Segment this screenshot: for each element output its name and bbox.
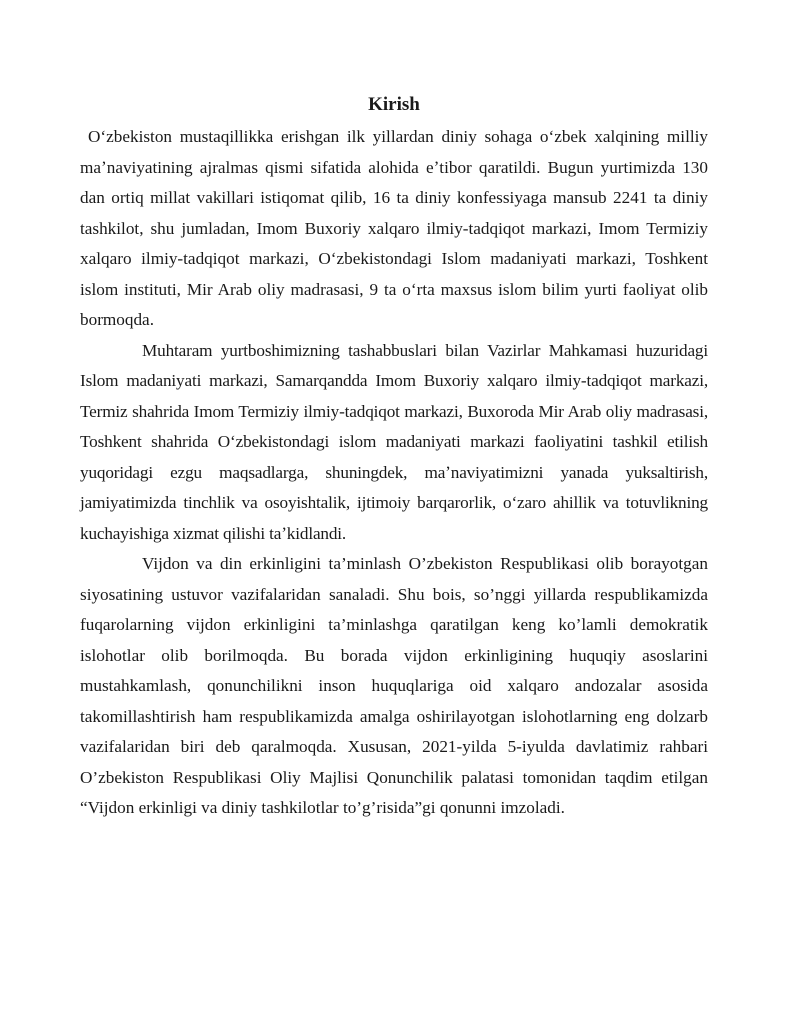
document-page <box>80 88 708 824</box>
paragraph-1: Oʻzbekiston mustaqillikka erishgan ilk yillardan diniy sohaga oʻzbek xalqining milliy maʼnaviyatining ajralmas qismi sifatida alohida eʼtibor qaratildi. Bugun yurtimizda 130 dan ortiq millat vakillari istiqomat qilib, 16 ta diniy konfessiyaga mansub 2241 ta diniy tashkilot, shu jumladan, Imom Buxoriy xalqaro ilmiy-tadqiqot markazi, Imom Termiziy xalqaro ilmiy-tadqiqot markazi, Oʻzbekistondagi Islom madaniyati markazi, Toshkent islom instituti, Mir Arab oliy madrasasi, 9 ta oʻrta maxsus islom bilim yurti faoliyat olib bormoqda. <box>80 127 708 329</box>
paragraph-3: Vijdon va din erkinligini ta’minlash O’zbekiston Respublikasi olib borayotgan siyosatining ustuvor vazifalaridan sanaladi. Shu bois, so’nggi yillarda respublikamizda fuqarolarning vijdon erkinligini ta’minlashga qaratilgan keng ko’lamli demokratik islohotlar olib borilmoqda. Bu borada vijdon erkinligining huquqiy asoslarini mustahkamlash, qonunchilikni inson huquqlariga oid xalqaro andozalar asosida takomillashtirish ham respublikamizda amalga oshirilayotgan islohotlarning eng dolzarb vazifalaridan biri deb qaralmoqda. Xususan, 2021-yilda 5-iyulda davlatimiz rahbari O’zbekiston Respublikasi Oliy Majlisi Qonunchilik palatasi tomonidan taqdim etilgan “Vijdon erkinligi va diniy tashkilotlar to’g’risida”gi qonunni imzoladi. <box>80 554 708 817</box>
paragraph-2: Muhtaram yurtboshimizning tashabbuslari bilan Vazirlar Mahkamasi huzuridagi Islom madaniyati markazi, Samarqandda Imom Buxoriy xalqaro ilmiy-tadqiqot markazi, Termiz shahrida Imom Termiziy ilmiy-tadqiqot markazi, Buxoroda Mir Arab oliy madrasasi, Toshkent shahrida Oʻzbekistondagi islom madaniyati markazi faoliyatini tashkil etilish yuqoridagi ezgu maqsadlarga, shuningdek, maʼnaviyatimizni yanada yuksaltirish, jamiyatimizda tinchlik va osoyishtalik, ijtimoiy barqarorlik, oʻzaro ahillik va totuvlikning kuchayishiga xizmat qilishi taʼkidlandi. <box>80 340 708 543</box>
document-title: Kirish <box>368 94 420 115</box>
